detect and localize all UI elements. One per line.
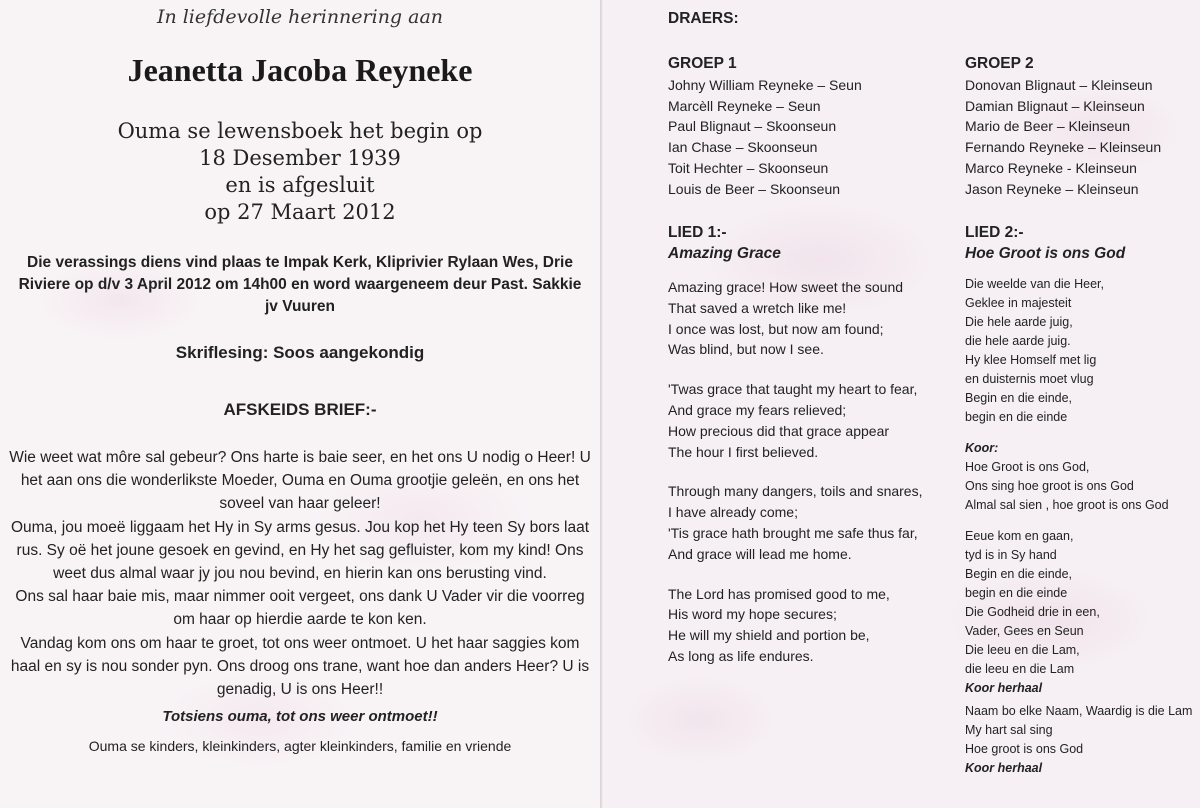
letter-paragraph: Ouma, jou moeë liggaam het Hy in Sy arms gesus. Jou kop het Hy teen Sy bors laat rus. Sy oë het joune gesoek en gevind, en Hy het sag gefluister, kom my kind! Ons weet dus almal waar jy jou nou bevind, en hierin kan ons berusting vind. [10, 518, 590, 583]
lyric-line: die leeu en die Lam [965, 662, 1075, 676]
song-2 [965, 224, 1197, 778]
group-2 [965, 54, 1161, 200]
song-1-stanza [668, 277, 922, 360]
lyric-line: And grace will lead me home. [668, 545, 852, 562]
lyric-line: begin en die einde [965, 586, 1068, 600]
song-1-label: LIED 1:- [668, 224, 727, 241]
life-line: op 27 Maart 2012 [204, 200, 396, 224]
lyric-line: tyd is in Sy hand [965, 548, 1057, 562]
lyric-line: Hoe Groot is ons God, [965, 460, 1090, 474]
group-2-members [965, 75, 1161, 200]
lyric-line: en duisternis moet vlug [965, 372, 1094, 386]
bearer: Donovan Blignaut – Kleinseun [965, 76, 1153, 93]
lyric-line: Hy klee Homself met lig [965, 353, 1097, 367]
lyric-line: Eeue kom en gaan, [965, 529, 1074, 543]
letter-paragraph: Vandag kom ons om haar te groet, tot ons weer ontmoet. U het haar saggies kom haal en sy is nou sonder pyn. Ons droog ons trane, want hoe dan anders Heer? U is genadig, U is ons Heer!! [10, 634, 590, 699]
lyric-line: Almal sal sien , hoe groot is ons God [965, 498, 1169, 512]
lyric-line: Amazing grace! How sweet the sound [668, 279, 904, 295]
song-1-stanza [668, 481, 922, 564]
life-line: Ouma se lewensboek het begin op [117, 119, 483, 143]
bearer: Paul Blignaut – Skoonseun [668, 118, 837, 135]
bearer: Marco Reyneke - Kleinseun [965, 159, 1137, 176]
lyric-line: Was blind, but now I see. [668, 341, 824, 358]
song-2-chorus [965, 458, 1197, 515]
lyric-line: Geklee in majesteit [965, 296, 1072, 310]
lyric-line: The hour I first believed. [668, 443, 819, 460]
service-details: Die verassings diens vind plaas te Impak Kerk, Kliprivier Rylaan Wes, Drie Riviere op d/v 3 April 2012 om 14h00 en word waargeneem deur Past. Sakkie jv Vuuren [18, 254, 582, 315]
lyric-line: I once was lost, but now am found; [668, 320, 884, 337]
lyric-line: And grace my fears relieved; [668, 401, 847, 418]
bearer: Marcèll Reyneke – Seun [668, 97, 821, 114]
lyric-line: His word my hope secures; [668, 606, 837, 623]
song-1-stanza [668, 584, 922, 667]
farewell-line: Totsiens ouma, tot ons weer ontmoet!! [162, 708, 438, 725]
lyric-line: My hart sal sing [965, 723, 1053, 737]
lyric-line: Naam bo elke Naam, Waardig is die Lam [965, 704, 1193, 718]
group-2-title: GROEP 2 [965, 55, 1034, 72]
lyric-line: Die leeu en die Lam, [965, 643, 1080, 657]
lyric-line: Through many dangers, toils and snares, [668, 483, 923, 500]
lyric-line: begin en die einde [965, 410, 1068, 424]
signed-by: Ouma se kinders, kleinkinders, agter kleinkinders, familie en vriende [88, 738, 512, 754]
song-1 [668, 224, 922, 667]
lyric-line: Die Godheid drie in een, [965, 605, 1100, 619]
lyric-line: Ons sing hoe groot is ons God [965, 479, 1134, 493]
scripture-reading: Skriflesing: Soos aangekondig [175, 343, 425, 362]
lyric-line: The Lord has promised good to me, [668, 585, 890, 602]
bearer: Damian Blignaut – Kleinseun [965, 97, 1145, 114]
song-2-title: Hoe Groot is ons God [965, 245, 1126, 262]
letter-paragraph: Wie weet wat môre sal gebeur? Ons harte is baie seer, en het ons U nodig o Heer! U het aan ons die wonderlikste Moeder, Ouma en Ouma grootjie geleën, en ons het soveel van haar geleer! [9, 449, 591, 513]
lyric-line: Die hele aarde juig, [965, 315, 1073, 329]
life-line: 18 Desember 1939 [199, 146, 401, 170]
bearer: Jason Reyneke – Kleinseun [965, 180, 1139, 197]
bearer: Louis de Beer – Skoonseun [668, 180, 841, 197]
lyric-line: Vader, Gees en Seun [965, 624, 1084, 638]
life-line: en is afgesluit [225, 173, 375, 197]
group-1 [668, 54, 862, 200]
bearer: Johny William Reyneke – Seun [668, 76, 862, 93]
deceased-name: Jeanetta Jacoba Reyneke [127, 52, 473, 88]
song-2-label: LIED 2:- [965, 224, 1024, 241]
farewell-letter-heading: AFSKEIDS BRIEF:- [223, 400, 377, 419]
chorus-label: Koor: [965, 441, 999, 455]
lyric-line: He will my shield and portion be, [668, 627, 870, 644]
bearers-heading: DRAERS: [668, 10, 739, 27]
song-1-title: Amazing Grace [668, 245, 781, 262]
song-2-verse-2 [965, 527, 1197, 679]
bearer: Mario de Beer – Kleinseun [965, 118, 1130, 135]
lyric-line: Begin en die einde, [965, 391, 1073, 405]
lyric-line: die hele aarde juig. [965, 334, 1071, 348]
lyric-line: How precious did that grace appear [668, 422, 890, 439]
lyric-line: That saved a wretch like me! [668, 299, 847, 316]
chorus-repeat-label: Koor herhaal [965, 681, 1043, 695]
bearer: Toit Hechter – Skoonseun [668, 159, 829, 176]
lyric-line: I have already come; [668, 504, 798, 521]
life-dates [0, 118, 600, 226]
right-page [604, 0, 1200, 808]
lyric-line: 'Twas grace that taught my heart to fear, [668, 381, 918, 398]
song-2-verse-1 [965, 275, 1197, 427]
song-2-bridge [965, 702, 1197, 759]
bearer: Fernando Reyneke – Kleinseun [965, 139, 1162, 156]
lyric-line: Begin en die einde, [965, 567, 1073, 581]
lyric-line: 'Tis grace hath brought me safe thus far, [668, 524, 918, 541]
chorus-repeat-label-2: Koor herhaal [965, 761, 1043, 775]
farewell-letter [8, 446, 592, 701]
bearer: Ian Chase – Skoonseun [668, 139, 818, 156]
song-1-stanza [668, 379, 922, 462]
group-1-title: GROEP 1 [668, 55, 737, 72]
lyric-line: Die weelde van die Heer, [965, 277, 1104, 291]
lyric-line: Hoe groot is ons God [965, 742, 1084, 756]
letter-paragraph: Ons sal haar baie mis, maar nimmer ooit vergeet, ons dank U Vader vir die voorreg om haar op hierdie aarde te kon ken. [15, 588, 585, 629]
memorial-intro: In liefdevolle herinnering aan [156, 6, 444, 28]
lyric-line: As long as life endures. [668, 647, 814, 664]
group-1-members [668, 75, 862, 200]
